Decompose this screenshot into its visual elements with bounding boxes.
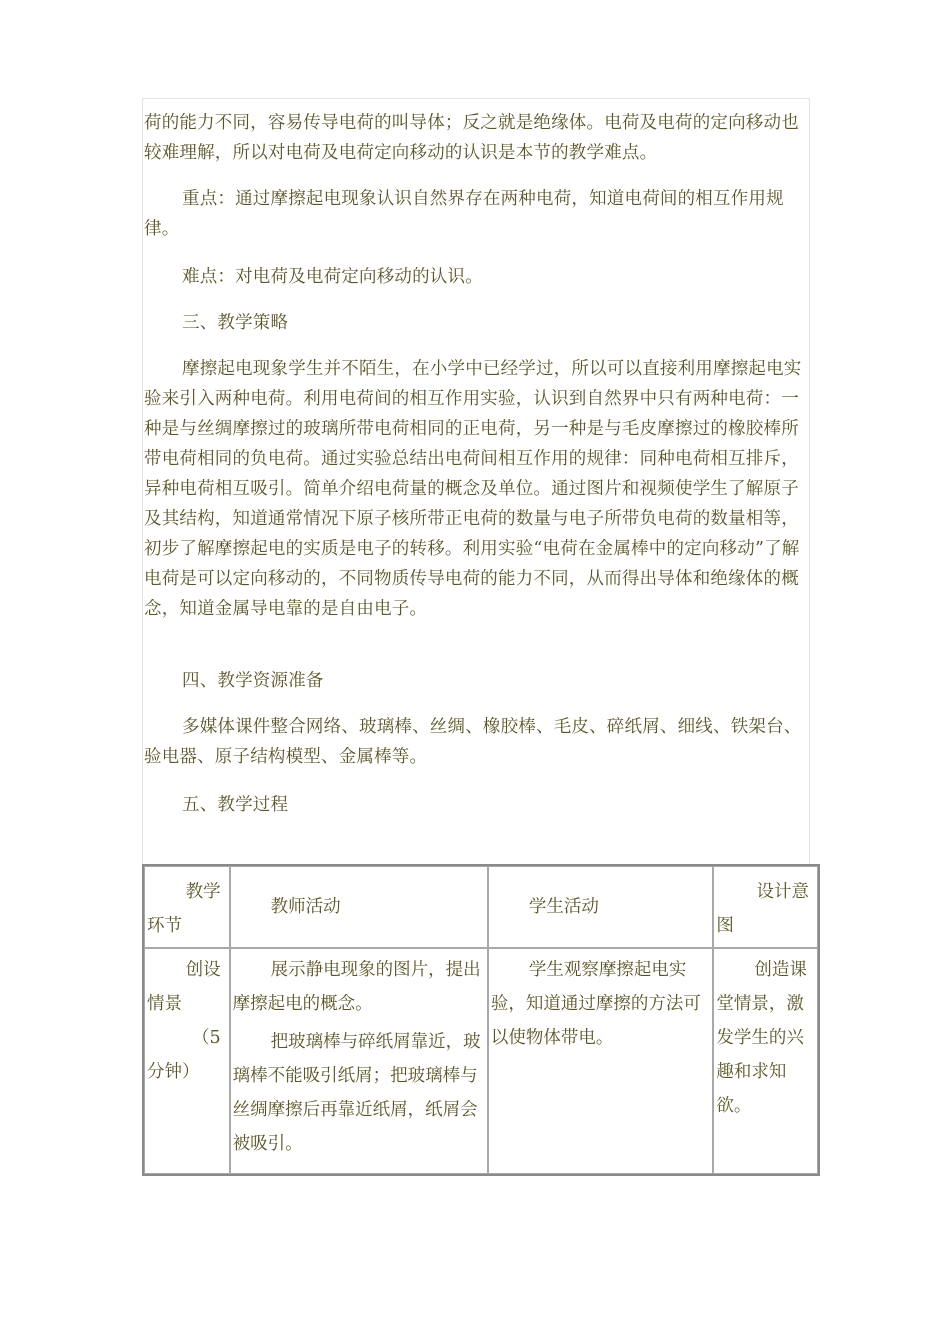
- header-teacher: [230, 866, 488, 948]
- student-activity-text: 学生观察摩擦起电实验，知道通过摩擦的方法可以使物体带电。: [490, 960, 701, 1048]
- header-student-label: 学生活动: [528, 897, 599, 917]
- header-stage: [144, 866, 230, 948]
- paragraph-strategy: 摩擦起电现象学生并不陌生，在小学中已经学过，所以可以直接利用摩擦起电实验来引入两种电荷。利用电荷间的相互作用实验，认识到自然界中只有两种电荷：一种是与丝绸摩擦过的玻璃所带电荷相同的正电荷，另一种是与毛皮摩擦过的橡胶棒所带电荷相同的负电荷。通过实验总结出电荷间相互作用的规律：同种电荷相互排斥，异种电荷相互吸引。简单介绍电荷量的概念及单位。通过图片和视频使学生了解原子及其结构，知道通常情况下原子核所带正电荷的数量与电子所带负电荷的数量相等，初步了解摩擦起电的实质是电子的转移。利用实验“电荷在金属棒中的定向移动”了解电荷是可以定向移动的，不同物质传导电荷的能力不同，从而得出导体和绝缘体的概念，知道金属导电靠的是自由电子。: [144, 359, 802, 619]
- header-stage-line1: 教学: [185, 882, 221, 902]
- header-design-line2: 图: [716, 916, 734, 936]
- table-header-row: [144, 866, 818, 948]
- heading-teaching-strategy: 三、教学策略: [182, 313, 289, 333]
- stage-line4: 分钟）: [147, 1062, 200, 1082]
- heading-teaching-process: 五、教学过程: [182, 795, 289, 815]
- cell-stage: [144, 948, 230, 1174]
- cell-design-intent: [713, 948, 818, 1174]
- stage-line2: 情景: [147, 994, 182, 1014]
- stage-line3: （5: [191, 1028, 221, 1048]
- design-intent-text: 创造课堂情景，激发学生的兴趣和求知欲。: [716, 960, 807, 1116]
- heading-resources: 四、教学资源准备: [182, 671, 324, 691]
- header-design: [713, 866, 818, 948]
- teacher-activity-p1: 展示静电现象的图片，提出摩擦起电的概念。: [232, 960, 481, 1014]
- header-stage-line2: 环节: [147, 916, 182, 936]
- table-row: [144, 948, 818, 1174]
- header-teacher-label: 教师活动: [270, 897, 341, 917]
- teacher-activity-p2: 把玻璃棒与碎纸屑靠近，玻璃棒不能吸引纸屑；把玻璃棒与丝绸摩擦后再靠近纸屑，纸屑会被吸引。: [232, 1032, 481, 1154]
- stage-line1: 创设: [185, 960, 221, 980]
- header-design-line1: 设计意: [756, 882, 809, 902]
- header-student: [488, 866, 714, 948]
- cell-student-activity: [488, 948, 714, 1174]
- paragraph-difficulty-intro: 荷的能力不同，容易传导电荷的叫导体；反之就是绝缘体。电荷及电荷的定向移动也较难理解，所以对电荷及电荷定向移动的认识是本节的教学难点。: [144, 113, 799, 163]
- paragraph-key-points: 重点：通过摩擦起电现象认识自然界存在两种电荷，知道电荷间的相互作用规律。: [144, 189, 784, 239]
- paragraph-resources: 多媒体课件整合网络、玻璃棒、丝绸、橡胶棒、毛皮、碎纸屑、细线、铁架台、验电器、原子结构模型、金属棒等。: [144, 717, 802, 767]
- cell-teacher-activity: [230, 948, 488, 1174]
- paragraph-difficulties: 难点：对电荷及电荷定向移动的认识。: [182, 267, 483, 287]
- teaching-process-table: [142, 864, 820, 1176]
